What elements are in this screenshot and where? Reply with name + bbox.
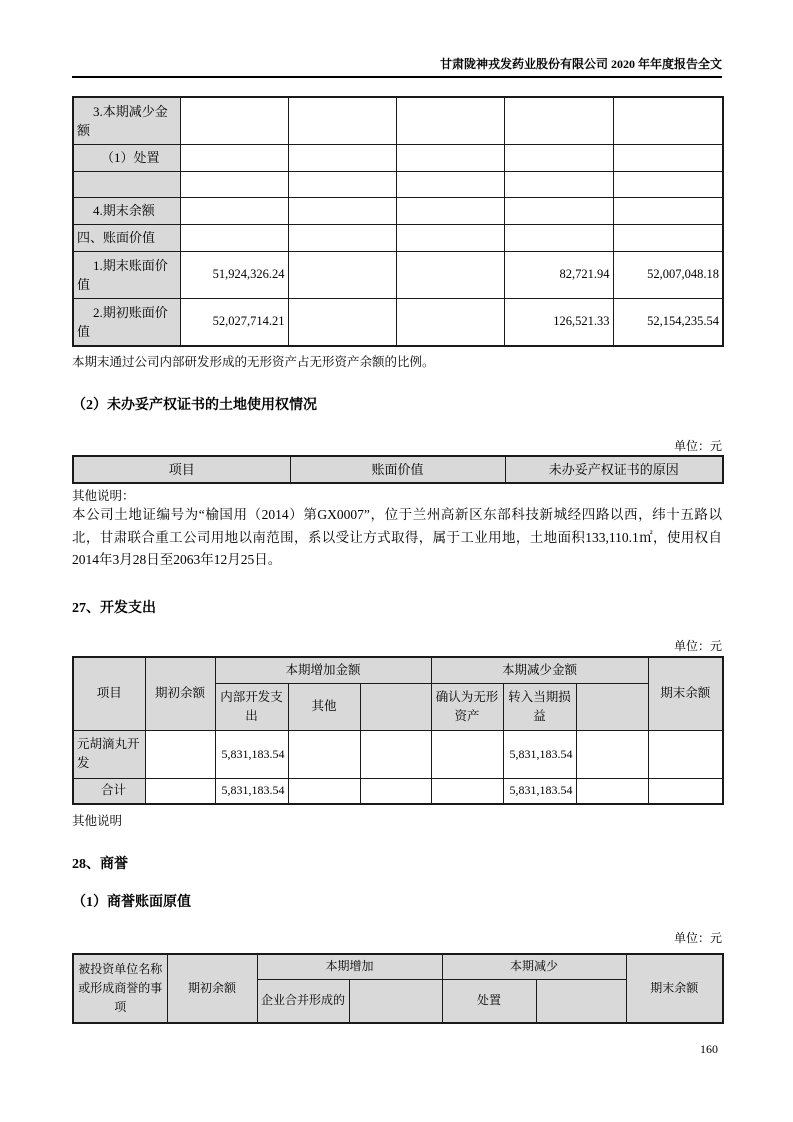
table-cell <box>396 224 504 251</box>
land-certificates-table <box>72 455 724 484</box>
table-cell <box>613 144 723 171</box>
table-cell: 52,154,235.54 <box>613 298 723 346</box>
table-cell <box>180 144 288 171</box>
intangible-assets-table <box>72 96 724 347</box>
table-cell <box>288 298 396 346</box>
table-cell <box>396 97 504 144</box>
row-label: 3.本期减少金额 <box>73 97 180 144</box>
table-cell <box>431 730 503 778</box>
table-cell <box>613 97 723 144</box>
table-cell: 5,831,183.54 <box>215 778 288 804</box>
table-cell <box>180 171 288 197</box>
col-header-decrease-group: 本期减少金额 <box>431 657 648 683</box>
col-header-merger-formed: 企业合并形成的 <box>257 979 349 1023</box>
table-cell: 5,831,183.54 <box>215 730 288 778</box>
col-header-recognized-intangible: 确认为无形资产 <box>431 683 503 730</box>
development-expenditure-table <box>72 656 724 805</box>
table-cell <box>576 778 648 804</box>
section-title-land-use: （2）未办妥产权证书的土地使用权情况 <box>72 398 317 413</box>
table-cell <box>180 224 288 251</box>
table-cell: 5,831,183.54 <box>503 778 576 804</box>
row-label <box>73 171 180 197</box>
page-number: 160 <box>700 1042 718 1056</box>
col-header-investee: 被投资单位名称或形成商誉的事项 <box>73 954 167 1023</box>
col-header-blank <box>349 979 442 1023</box>
table-cell <box>648 778 723 804</box>
section-title-goodwill: 28、商誉 <box>72 857 128 872</box>
row-label: （1）处置 <box>73 144 180 171</box>
col-header-increase-group: 本期增加金额 <box>215 657 431 683</box>
table-cell <box>145 778 215 804</box>
other-note-label: 其他说明： <box>72 489 135 503</box>
report-header-title: 甘肃陇神戎发药业股份有限公司 2020 年年度报告全文 <box>439 57 722 71</box>
col-header-book-value: 账面价值 <box>290 456 505 483</box>
table-cell <box>613 171 723 197</box>
table-cell <box>396 298 504 346</box>
col-header-blank <box>576 683 648 730</box>
col-header-internal-dev: 内部开发支出 <box>215 683 288 730</box>
row-label: 2.期初账面价值 <box>73 298 180 346</box>
row-label: 四、账面价值 <box>73 224 180 251</box>
table-cell: 51,924,326.24 <box>180 251 288 298</box>
section-title-development: 27、开发支出 <box>72 601 156 616</box>
table-cell <box>288 197 396 224</box>
table-cell <box>145 730 215 778</box>
row-label: 元胡滴丸开发 <box>73 730 145 778</box>
table-cell <box>396 171 504 197</box>
table-cell <box>504 97 613 144</box>
table-cell <box>504 144 613 171</box>
row-label: 1.期末账面价值 <box>73 251 180 298</box>
col-header-opening-balance: 期初余额 <box>167 954 257 1023</box>
col-header-transfer-pl: 转入当期损益 <box>503 683 576 730</box>
table-cell <box>288 171 396 197</box>
table-cell <box>288 251 396 298</box>
col-header-other: 其他 <box>288 683 360 730</box>
col-header-item: 项目 <box>73 456 290 483</box>
col-header-closing-balance: 期末余额 <box>648 657 723 730</box>
table-cell <box>396 144 504 171</box>
table-cell <box>360 778 431 804</box>
col-header-closing-balance: 期末余额 <box>626 954 723 1023</box>
col-header-reason: 未办妥产权证书的原因 <box>505 456 723 483</box>
table-cell: 126,521.33 <box>504 298 613 346</box>
table-cell <box>288 97 396 144</box>
subsection-title-goodwill-original-value: （1）商誉账面原值 <box>72 895 191 910</box>
table-cell <box>648 730 723 778</box>
table-cell <box>504 197 613 224</box>
row-label-total: 合计 <box>73 778 145 804</box>
col-header-item: 项目 <box>73 657 145 730</box>
table-cell <box>613 197 723 224</box>
table-cell <box>288 730 360 778</box>
header-rule <box>72 76 722 78</box>
table-cell: 82,721.94 <box>504 251 613 298</box>
table-cell <box>360 730 431 778</box>
table-cell <box>504 224 613 251</box>
col-header-disposal: 处置 <box>442 979 536 1023</box>
table-cell <box>396 197 504 224</box>
table-cell <box>288 224 396 251</box>
table-cell <box>288 778 360 804</box>
col-header-decrease-group: 本期减少 <box>442 954 626 979</box>
col-header-opening-balance: 期初余额 <box>145 657 215 730</box>
table-cell: 5,831,183.54 <box>503 730 576 778</box>
col-header-blank <box>536 979 626 1023</box>
col-header-blank <box>360 683 431 730</box>
intangible-ratio-note: 本期末通过公司内部研发形成的无形资产占无形资产余额的比例。 <box>72 355 435 369</box>
table-cell <box>396 251 504 298</box>
table-cell <box>288 144 396 171</box>
unit-label: 单位：元 <box>673 639 722 653</box>
other-note-label: 其他说明 <box>72 814 123 828</box>
table-cell: 52,027,714.21 <box>180 298 288 346</box>
land-description-paragraph: 本公司土地证编号为“榆国用（2014）第GX0007”，位于兰州高新区东部科技新城经四路以西，纬十五路以北，甘肃联合重工公司用地以南范围，系以受让方式取得，属于工业用地，土地面积133,110.1㎡，使用权自2014年3月28日至2063年12月25日。 <box>72 507 722 567</box>
unit-label: 单位：元 <box>673 931 722 945</box>
table-cell <box>180 197 288 224</box>
unit-label: 单位：元 <box>673 439 722 453</box>
table-cell: 52,007,048.18 <box>613 251 723 298</box>
table-cell <box>576 730 648 778</box>
goodwill-table <box>72 953 724 1024</box>
row-label: 4.期末余额 <box>73 197 180 224</box>
table-cell <box>180 97 288 144</box>
table-cell <box>613 224 723 251</box>
table-cell <box>431 778 503 804</box>
col-header-increase-group: 本期增加 <box>257 954 442 979</box>
table-cell <box>504 171 613 197</box>
